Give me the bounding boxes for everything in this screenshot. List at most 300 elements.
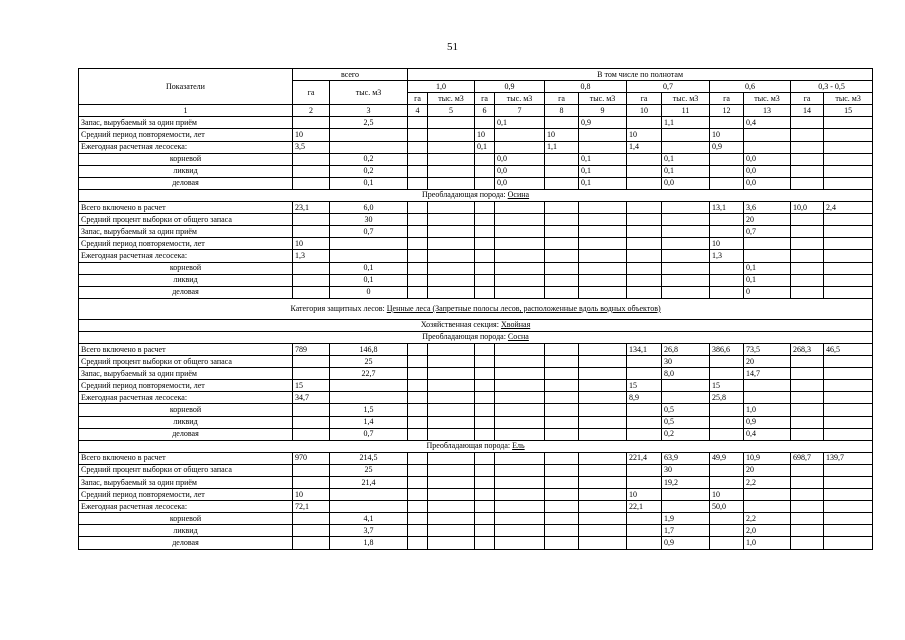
table-cell [627, 238, 662, 250]
table-cell [627, 537, 662, 549]
table-cell [824, 380, 873, 392]
row-label: Ежегодная расчетная лесосека: [79, 250, 293, 262]
table-cell [824, 117, 873, 129]
table-cell [744, 129, 791, 141]
table-cell [408, 214, 428, 226]
table-cell [293, 177, 330, 189]
table-cell [428, 404, 475, 416]
table-cell [293, 428, 330, 440]
table-cell [791, 416, 824, 428]
table-cell [627, 525, 662, 537]
row-label: Средний процент выборки от общего запаса [79, 464, 293, 476]
table-cell [495, 513, 545, 525]
table-cell: 0,0 [744, 165, 791, 177]
table-cell [408, 153, 428, 165]
row-label: Запас, вырубаемый за один приём [79, 226, 293, 238]
table-cell [408, 117, 428, 129]
section-header-row [79, 319, 873, 331]
table-cell: 0,1 [495, 117, 545, 129]
table-cell [744, 501, 791, 513]
table-cell [791, 501, 824, 513]
table-cell [495, 226, 545, 238]
row-label: Запас, вырубаемый за один приём [79, 477, 293, 489]
table-cell [579, 501, 627, 513]
table-cell: 13,1 [710, 202, 744, 214]
table-cell [710, 165, 744, 177]
column-number: 5 [428, 105, 475, 117]
table-cell [475, 416, 495, 428]
table-cell [824, 129, 873, 141]
header-density: 0,7 [627, 81, 710, 93]
table-cell [293, 286, 330, 298]
column-number: 7 [495, 105, 545, 117]
table-cell: 30 [662, 464, 710, 476]
table-cell: 72,1 [293, 501, 330, 513]
table-cell [495, 129, 545, 141]
table-cell [710, 117, 744, 129]
table-cell: 0,0 [662, 177, 710, 189]
table-cell [475, 368, 495, 380]
table-cell [545, 392, 579, 404]
table-cell [545, 250, 579, 262]
table-cell [293, 262, 330, 274]
table-cell [293, 464, 330, 476]
section-prefix: Категория защитных лесов: [290, 303, 387, 313]
table-cell [475, 537, 495, 549]
header-density: 0,6 [710, 81, 791, 93]
table-cell [627, 153, 662, 165]
table-cell [710, 537, 744, 549]
table-cell [579, 129, 627, 141]
table-cell: 21,4 [330, 477, 408, 489]
table-cell [475, 380, 495, 392]
table-cell [744, 238, 791, 250]
table-cell [495, 286, 545, 298]
table-cell [579, 537, 627, 549]
row-label: ликвид [79, 416, 293, 428]
table-row [79, 238, 873, 250]
table-cell [408, 274, 428, 286]
table-cell: 10 [627, 489, 662, 501]
table-cell [495, 262, 545, 274]
table-cell [293, 525, 330, 537]
table-cell [293, 416, 330, 428]
table-cell [579, 428, 627, 440]
table-cell [791, 380, 824, 392]
table-cell [579, 404, 627, 416]
table-cell [744, 380, 791, 392]
table-cell [475, 489, 495, 501]
section-value: Ценные леса (Запретные полосы лесов, расположенные вдоль водных объектов) [386, 303, 661, 313]
table-cell [428, 177, 475, 189]
table-cell [293, 274, 330, 286]
row-label: Запас, вырубаемый за один приём [79, 117, 293, 129]
table-cell [662, 250, 710, 262]
table-row [79, 464, 873, 476]
table-row [79, 250, 873, 262]
table-cell: 1,4 [330, 416, 408, 428]
table-cell: 22,1 [627, 501, 662, 513]
table-cell [662, 380, 710, 392]
table-cell [791, 368, 824, 380]
table-cell [293, 226, 330, 238]
table-cell [710, 525, 744, 537]
table-cell [824, 274, 873, 286]
section-value: Хвойная [500, 320, 531, 330]
table-cell [710, 464, 744, 476]
table-cell [408, 380, 428, 392]
table-cell: 2,5 [330, 117, 408, 129]
table-cell [408, 343, 428, 355]
table-cell: 3,5 [293, 141, 330, 153]
table-cell: 0,1 [579, 165, 627, 177]
table-cell [495, 380, 545, 392]
table-cell [428, 129, 475, 141]
table-cell [824, 262, 873, 274]
table-cell [627, 428, 662, 440]
table-cell [791, 392, 824, 404]
table-cell [545, 416, 579, 428]
table-cell: 1,5 [330, 404, 408, 416]
table-cell [428, 368, 475, 380]
table-cell [495, 238, 545, 250]
section-header [79, 298, 873, 319]
header-density: 0,3 - 0,5 [791, 81, 873, 93]
table-cell: 23,1 [293, 202, 330, 214]
table-cell [545, 428, 579, 440]
header-unit-m3: тыс. м3 [579, 93, 627, 105]
table-cell [791, 177, 824, 189]
table-cell [579, 525, 627, 537]
table-cell: 268,3 [791, 343, 824, 355]
table-cell [627, 274, 662, 286]
table-row [79, 177, 873, 189]
table-cell: 10 [710, 238, 744, 250]
table-cell: 0,9 [744, 416, 791, 428]
table-cell: 20 [744, 214, 791, 226]
table-row [79, 428, 873, 440]
table-row [79, 117, 873, 129]
table-cell [428, 214, 475, 226]
table-cell [293, 404, 330, 416]
table-cell: 789 [293, 343, 330, 355]
table-cell [428, 525, 475, 537]
table-cell: 698,7 [791, 452, 824, 464]
table-cell [824, 356, 873, 368]
table-cell [662, 274, 710, 286]
table-cell: 0,2 [330, 165, 408, 177]
header-row-1 [79, 69, 873, 81]
section-prefix: Преобладающая порода: [422, 332, 508, 342]
table-cell [791, 165, 824, 177]
table-row [79, 525, 873, 537]
table-cell: 22,7 [330, 368, 408, 380]
table-cell [710, 177, 744, 189]
table-cell [495, 368, 545, 380]
table-row [79, 202, 873, 214]
table-cell [545, 343, 579, 355]
table-cell [710, 428, 744, 440]
table-cell [579, 250, 627, 262]
row-label: Ежегодная расчетная лесосека: [79, 141, 293, 153]
table-row [79, 368, 873, 380]
table-cell: 146,8 [330, 343, 408, 355]
table-row [79, 392, 873, 404]
table-cell [579, 464, 627, 476]
table-cell [408, 477, 428, 489]
table-cell [330, 392, 408, 404]
table-row [79, 343, 873, 355]
section-value: Сосна [507, 332, 529, 342]
row-label: ликвид [79, 525, 293, 537]
table-cell [495, 501, 545, 513]
table-cell [293, 537, 330, 549]
table-cell [428, 238, 475, 250]
table-cell [475, 501, 495, 513]
table-cell [408, 238, 428, 250]
table-cell [428, 286, 475, 298]
table-cell [579, 380, 627, 392]
table-cell [408, 513, 428, 525]
table-cell: 25 [330, 356, 408, 368]
table-cell: 0,0 [744, 177, 791, 189]
table-cell [824, 250, 873, 262]
table-cell [824, 286, 873, 298]
table-cell [408, 537, 428, 549]
table-cell [293, 165, 330, 177]
table-cell: 0,0 [495, 165, 545, 177]
table-cell [545, 464, 579, 476]
section-header-row [79, 440, 873, 452]
table-cell: 0,2 [662, 428, 710, 440]
table-cell: 0,9 [579, 117, 627, 129]
header-unit-ha: га [627, 93, 662, 105]
table-cell: 10 [710, 489, 744, 501]
table-cell [662, 489, 710, 501]
table-cell [579, 238, 627, 250]
section-header [79, 189, 873, 201]
table-cell [475, 477, 495, 489]
table-cell [627, 165, 662, 177]
section-header [79, 331, 873, 343]
column-number: 14 [791, 105, 824, 117]
table-cell: 25 [330, 464, 408, 476]
table-cell [545, 368, 579, 380]
table-cell: 2,4 [824, 202, 873, 214]
table-row [79, 153, 873, 165]
table-cell [791, 513, 824, 525]
table-cell [545, 513, 579, 525]
row-label: деловая [79, 286, 293, 298]
table-cell [579, 416, 627, 428]
table-cell [627, 464, 662, 476]
table-cell: 214,5 [330, 452, 408, 464]
table-cell [408, 404, 428, 416]
table-cell [545, 452, 579, 464]
table-row [79, 214, 873, 226]
table-cell [408, 141, 428, 153]
table-cell [408, 165, 428, 177]
table-cell [791, 214, 824, 226]
table-cell [710, 274, 744, 286]
table-cell [579, 274, 627, 286]
table-cell [475, 214, 495, 226]
table-cell [475, 356, 495, 368]
table-cell [710, 214, 744, 226]
table-cell [824, 177, 873, 189]
table-cell: 1,1 [545, 141, 579, 153]
table-cell [791, 153, 824, 165]
table-cell [408, 286, 428, 298]
table-cell [475, 513, 495, 525]
table-cell [428, 262, 475, 274]
table-cell [579, 202, 627, 214]
table-cell: 0,0 [744, 153, 791, 165]
table-cell [662, 226, 710, 238]
table-cell [744, 141, 791, 153]
header-unit-ha: га [545, 93, 579, 105]
table-cell: 10,9 [744, 452, 791, 464]
header-total-ha: га [293, 81, 330, 105]
header-unit-ha: га [710, 93, 744, 105]
table-cell [791, 129, 824, 141]
table-cell [545, 286, 579, 298]
table-cell [579, 368, 627, 380]
table-cell [791, 286, 824, 298]
table-cell: 20 [744, 464, 791, 476]
table-cell: 10 [293, 129, 330, 141]
table-cell: 386,6 [710, 343, 744, 355]
table-row [79, 501, 873, 513]
table-cell: 0,1 [744, 262, 791, 274]
table-cell [545, 525, 579, 537]
table-cell: 0,2 [330, 153, 408, 165]
table-cell [824, 464, 873, 476]
row-label: деловая [79, 537, 293, 549]
table-cell [791, 117, 824, 129]
table-cell [495, 202, 545, 214]
table-cell [495, 489, 545, 501]
table-cell [579, 286, 627, 298]
table-cell: 221,4 [627, 452, 662, 464]
row-label: Средний период повторяемости, лет [79, 129, 293, 141]
table-cell [824, 428, 873, 440]
table-cell: 19,2 [662, 477, 710, 489]
table-cell: 1,3 [710, 250, 744, 262]
column-number-row [79, 105, 873, 117]
table-cell [627, 250, 662, 262]
table-cell: 8,0 [662, 368, 710, 380]
table-cell: 0,1 [330, 177, 408, 189]
table-cell [791, 262, 824, 274]
table-cell [428, 250, 475, 262]
table-cell [545, 404, 579, 416]
row-label: ликвид [79, 165, 293, 177]
table-cell: 0,5 [662, 404, 710, 416]
table-cell [475, 262, 495, 274]
table-cell [495, 416, 545, 428]
table-row [79, 286, 873, 298]
table-cell [791, 250, 824, 262]
table-cell: 8,9 [627, 392, 662, 404]
table-cell [408, 428, 428, 440]
table-cell [408, 452, 428, 464]
row-label: Всего включено в расчет [79, 343, 293, 355]
table-cell [408, 202, 428, 214]
table-cell [428, 477, 475, 489]
table-cell [408, 525, 428, 537]
table-cell: 3,6 [744, 202, 791, 214]
table-cell [824, 238, 873, 250]
table-cell: 0,9 [662, 537, 710, 549]
table-cell [408, 501, 428, 513]
table-cell [428, 202, 475, 214]
table-cell [408, 489, 428, 501]
row-label: корневой [79, 262, 293, 274]
table-cell [475, 525, 495, 537]
table-cell [293, 513, 330, 525]
table-cell [475, 226, 495, 238]
table-cell [495, 141, 545, 153]
table-cell [791, 238, 824, 250]
table-cell: 0,4 [744, 428, 791, 440]
table-cell [428, 489, 475, 501]
table-cell [408, 226, 428, 238]
table-cell [475, 392, 495, 404]
table-cell [495, 525, 545, 537]
table-cell [428, 513, 475, 525]
table-cell [710, 404, 744, 416]
table-cell: 10 [545, 129, 579, 141]
table-cell [408, 464, 428, 476]
header-density: 1,0 [408, 81, 475, 93]
table-cell [475, 428, 495, 440]
header-unit-m3: тыс. м3 [428, 93, 475, 105]
table-cell [428, 392, 475, 404]
table-cell: 6,0 [330, 202, 408, 214]
table-cell [408, 262, 428, 274]
table-cell [662, 129, 710, 141]
row-label: корневой [79, 404, 293, 416]
table-row [79, 537, 873, 549]
column-number: 15 [824, 105, 873, 117]
table-cell [428, 141, 475, 153]
table-cell [495, 537, 545, 549]
table-cell [428, 153, 475, 165]
table-cell: 0,7 [330, 226, 408, 238]
table-cell [579, 214, 627, 226]
table-cell: 1,0 [744, 404, 791, 416]
row-label: Средний процент выборки от общего запаса [79, 356, 293, 368]
table-cell [824, 153, 873, 165]
table-cell [824, 226, 873, 238]
section-prefix: Преобладающая порода: [426, 441, 513, 451]
table-cell [662, 141, 710, 153]
table-cell [545, 177, 579, 189]
table-cell [662, 214, 710, 226]
table-cell: 34,7 [293, 392, 330, 404]
table-cell [545, 489, 579, 501]
row-label: Средний период повторяемости, лет [79, 238, 293, 250]
table-cell [710, 513, 744, 525]
table-cell [627, 214, 662, 226]
table-cell: 2,2 [744, 513, 791, 525]
table-cell: 15 [293, 380, 330, 392]
row-label: корневой [79, 153, 293, 165]
row-label: ликвид [79, 274, 293, 286]
table-cell [428, 537, 475, 549]
table-cell: 10 [293, 489, 330, 501]
